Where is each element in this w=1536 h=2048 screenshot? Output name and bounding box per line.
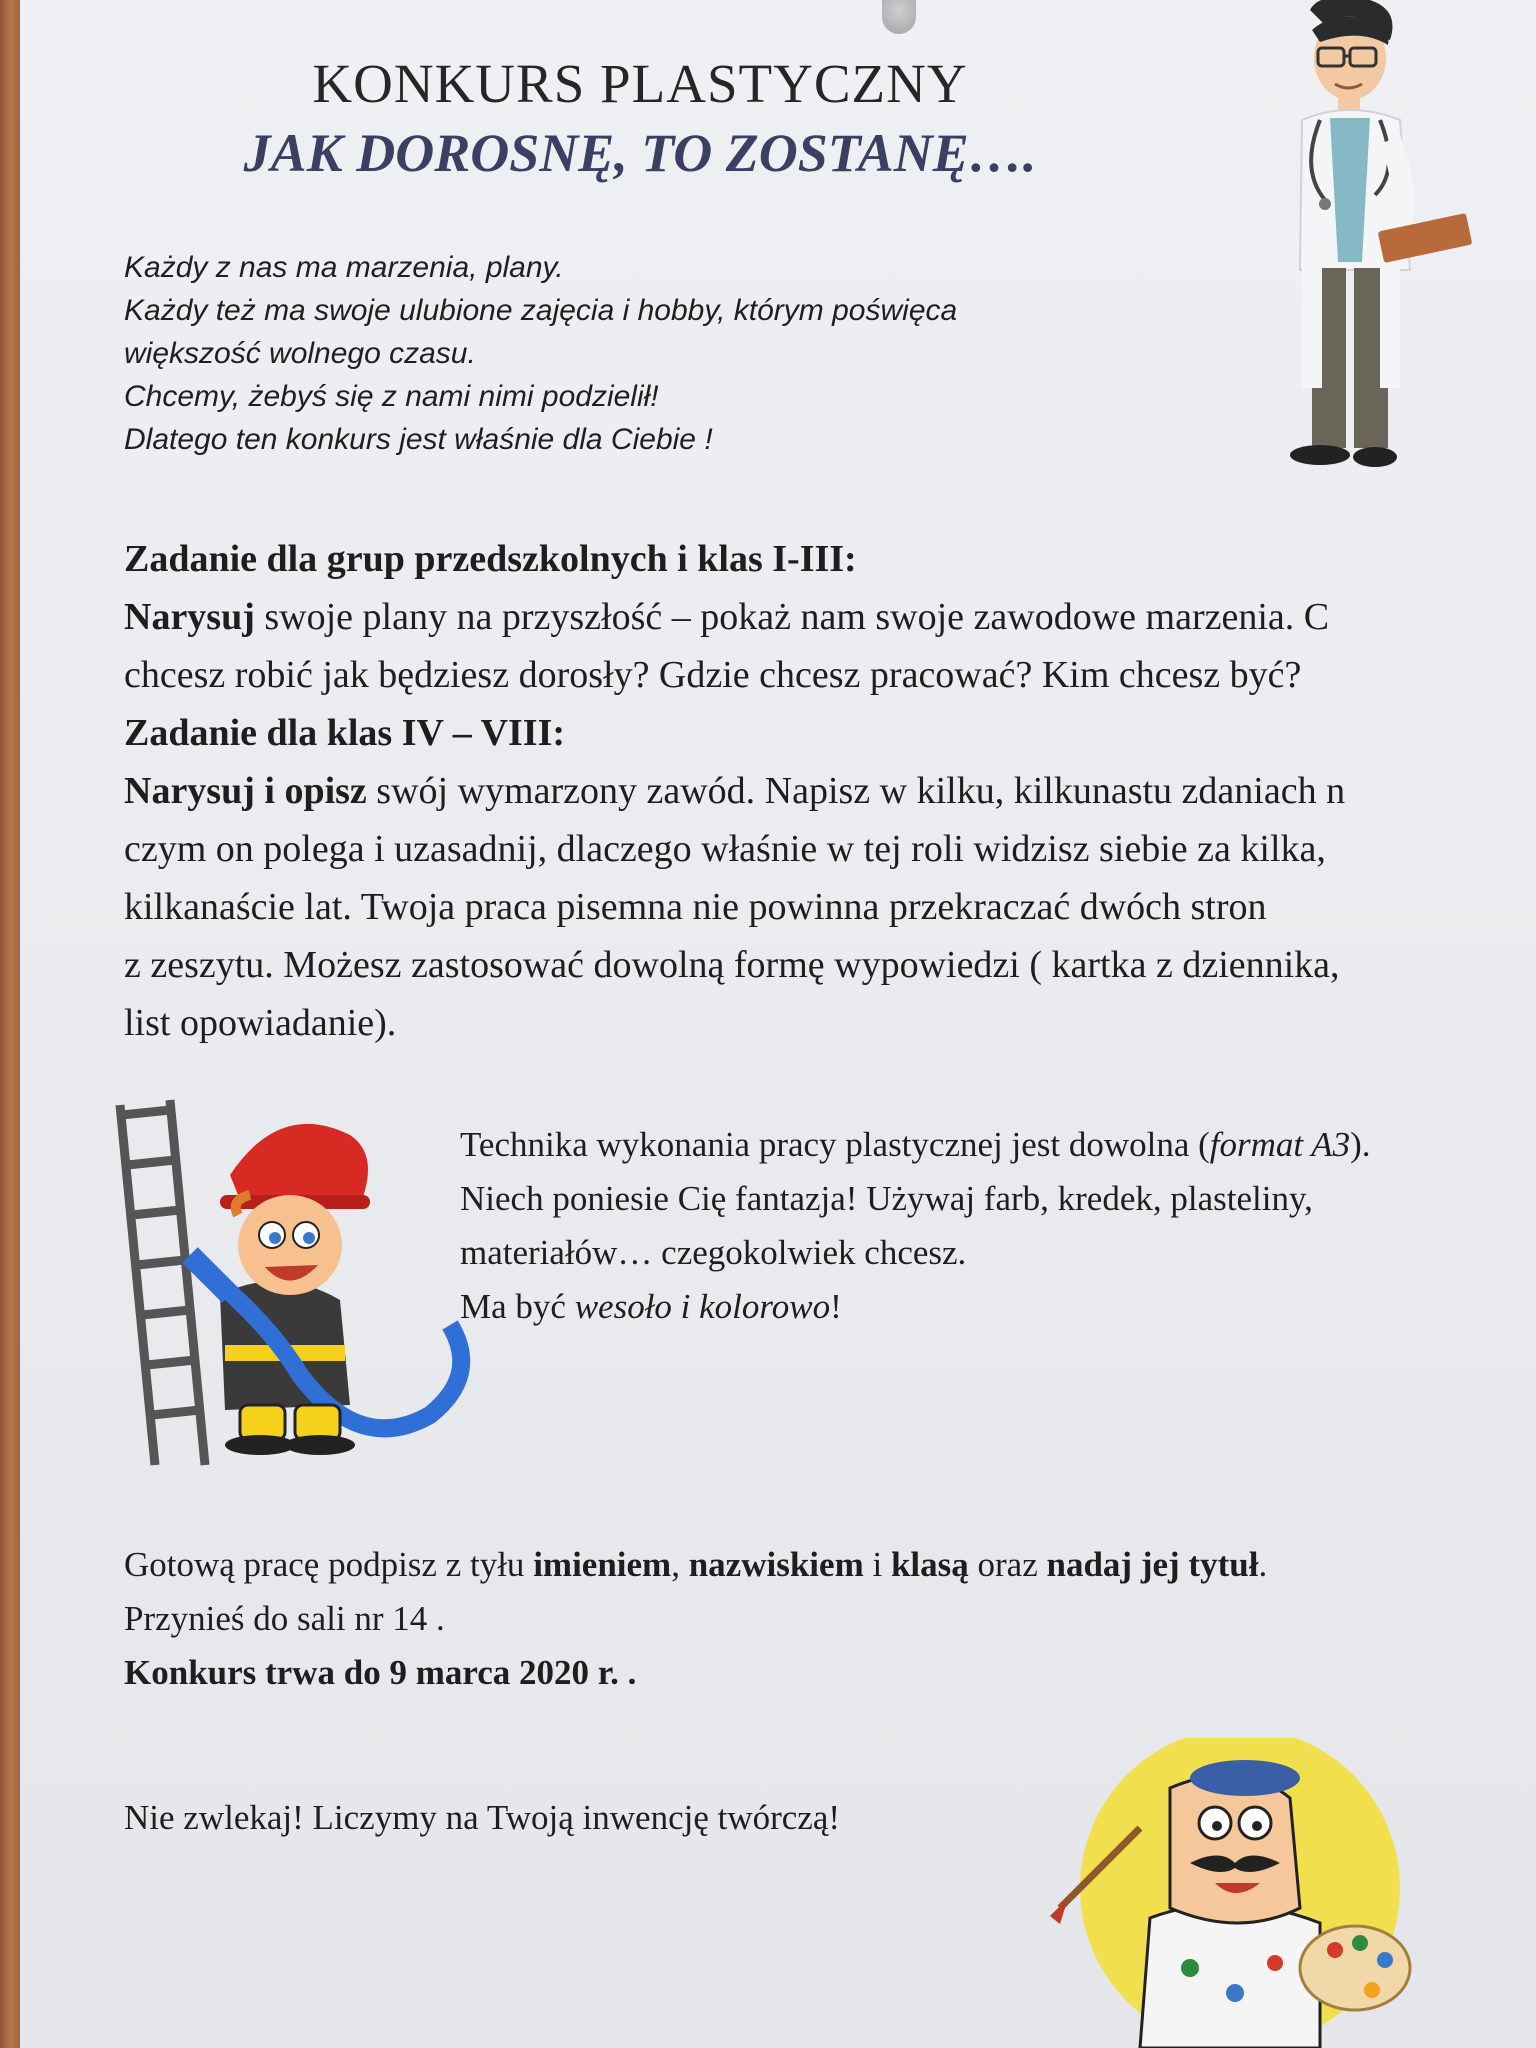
- task2-line: list opowiadanie).: [124, 1002, 397, 1044]
- task2-heading: Zadanie dla klas IV – VIII:: [124, 712, 566, 754]
- firefighter-illustration: [100, 1095, 490, 1475]
- intro-text: [124, 246, 1124, 461]
- poster-subtitle: JAK DOROSNĘ, TO ZOSTANĘ….: [243, 123, 1037, 183]
- instructions-line: Gotową pracę podpisz z tyłu imieniem, nazwiskiem i klasą oraz nadaj jej tytuł.: [124, 1545, 1268, 1584]
- technique-text: [460, 1118, 1536, 1334]
- technique-line: Ma być wesoło i kolorowo!: [460, 1287, 842, 1326]
- task2-line: Narysuj i opisz swój wymarzony zawód. Napisz w kilku, kilkunastu zdaniach n: [124, 770, 1346, 812]
- task2-line: z zeszytu. Możesz zastosować dowolną formę wypowiedzi ( kartka z dziennika,: [124, 944, 1340, 986]
- poster-title: KONKURS PLASTYCZNY: [312, 53, 968, 114]
- pushpin-icon: [882, 0, 916, 34]
- painter-illustration: [1020, 1738, 1440, 2048]
- technique-line: materiałów… czegokolwiek chcesz.: [460, 1233, 967, 1272]
- intro-line: Chcemy, żebyś się z nami nimi podzielił!: [124, 380, 659, 413]
- task2-line: kilkanaście lat. Twoja praca pisemna nie powinna przekraczać dwóch stron: [124, 886, 1267, 928]
- room-line: Przynieś do sali nr 14 .: [124, 1599, 445, 1638]
- intro-line: Każdy też ma swoje ulubione zajęcia i hobby, którym poświęca: [124, 294, 958, 327]
- task1-heading: Zadanie dla grup przedszkolnych i klas I-III:: [124, 538, 857, 580]
- task2-line: czym on polega i uzasadnij, dlaczego właśnie w tej roli widzisz siebie za kilka,: [124, 828, 1326, 870]
- tasks-section: [124, 530, 1536, 1052]
- instructions-text: [124, 1538, 1524, 1700]
- task1-line: Narysuj swoje plany na przyszłość – pokaż nam swoje zawodowe marzenia. C: [124, 596, 1330, 638]
- technique-line: Technika wykonania pracy plastycznej jest dowolna (format A3).: [460, 1125, 1371, 1164]
- deadline-line: Konkurs trwa do 9 marca 2020 r. .: [124, 1653, 637, 1692]
- intro-line: Dlatego ten konkurs jest właśnie dla Ciebie !: [124, 423, 713, 456]
- doctor-illustration: [1250, 0, 1480, 480]
- intro-line: większość wolnego czasu.: [124, 337, 476, 370]
- technique-line: Niech poniesie Cię fantazja! Używaj farb, kredek, plasteliny,: [460, 1179, 1313, 1218]
- intro-line: Każdy z nas ma marzenia, plany.: [124, 251, 564, 284]
- task1-line: chcesz robić jak będziesz dorosły? Gdzie chcesz pracować? Kim chcesz być?: [124, 654, 1302, 696]
- poster-sheet: [20, 0, 1536, 2048]
- closing-text: Nie zwlekaj! Liczymy na Twoją inwencję twórczą!: [124, 1798, 841, 1837]
